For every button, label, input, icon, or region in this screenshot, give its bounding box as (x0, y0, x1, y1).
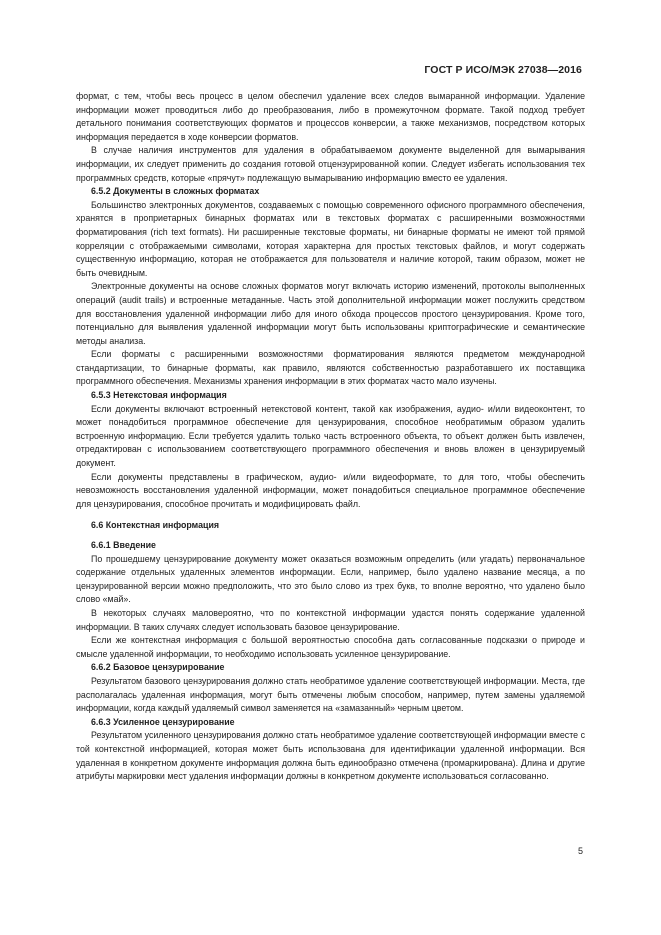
section-heading-6-6-1: 6.6.1 Введение (91, 540, 156, 550)
paragraph: Электронные документы на основе сложных форматов могут включать историю изменений, протоколы выполненных операций (audit trails) и встроенные метаданные. Часть этой дополнительной информации может послужить средством для восстановления удаленной информации либо для иного обхода процессов простого цензурирования. Кроме того, потенциально для выявления удаленной информации могут быть использованы криптографические и семантические методы анализа. (76, 281, 585, 346)
page-body (76, 90, 585, 784)
paragraph: По прошедшему цензурирование документу может оказаться возможным определить (или угадать) первоначальное содержание отдельных удаленных элементов информации. Если, например, было удалено название месяца, а по цензурированной версии можно предположить, что это было слово из трех букв, то вполне вероятно, что удалено было слово «май». (76, 553, 585, 605)
section-heading-6-6-3: 6.6.3 Усиленное цензурирование (91, 716, 235, 727)
paragraph: Если документы представлены в графическом, аудио- и/или видеоформате, то для того, чтобы обеспечить невозможность восстановления удаленной информации, может понадобиться специальное программное обеспечение для цензурирования, способное прочитать и модифицировать файл. (76, 471, 585, 509)
paragraph: В некоторых случаях маловероятно, что по контекстной информации удастся понять содержание удаленной информации. В таких случаях следует использовать базовое цензурирование. (76, 607, 585, 632)
page-number: 5 (577, 846, 583, 856)
paragraph: Если форматы с расширенными возможностями форматирования являются предметом международной стандартизации, то бинарные форматы, как правило, являются собственностью разработавшего их поставщика программного обеспечения. Механизмы хранения информации в этих форматах часто мало изучены. (76, 349, 585, 387)
paragraph: формат, с тем, чтобы весь процесс в целом обеспечил удаление всех следов вымаранной информации. Удаление информации может проводиться либо до преобразования, либо в промежуточном формате. Такой подход требует детального понимания соответствующих форматов и процессов конверсии, а также механизмов, посредством которых информация передается в ходе конверсии форматов. (76, 91, 585, 142)
document-header: ГОСТ Р ИСО/МЭК 27038—2016 (424, 64, 582, 76)
paragraph: Если документы включают встроенный нетекстовой контент, такой как изображения, аудио- и/или видеоконтент, то может понадобиться программное обеспечение для цензурирования, способное необратимым образом удалить встроенную информацию. Если требуется удалить только часть встроенного объекта, то объект должен быть извлечен, отредактирован с использованием соответствующего программного обеспечения и вновь вложен в цензурируемый документ. (76, 403, 585, 469)
section-heading-6-5-3: 6.5.3 Нетекстовая информация (91, 390, 227, 401)
section-heading-6-5-2: 6.5.2 Документы в сложных форматах (91, 186, 260, 197)
paragraph: Результатом базового цензурирования должно стать необратимое удаление соответствующей информации. Места, где располагалась удаленная информация, могут быть отмечены любым способом, например, путем замены удаляемой информации, когда каждый удаляемый символ заменяется на «замазанный» черным цветом. (76, 675, 585, 714)
paragraph: Если же контекстная информация с большой вероятностью способна дать согласованные подсказки о природе и смысле удаленной информации, то необходимо использовать усиленное цензурирование. (76, 635, 585, 659)
paragraph: Результатом усиленного цензурирования должно стать необратимое удаление соответствующей информации вместе с той контекстной информацией, которая может быть использована для идентификации удаленной информации. Вся удаленная в конкретном документе информация должна быть единообразно отмечена (промаркирована). Длина и другие атрибуты маркировки мест удаления информации должны в конкретном документе использоваться согласованно. (76, 730, 585, 782)
paragraph: Большинство электронных документов, создаваемых с помощью современного офисного программного обеспечения, хранятся в проприетарных бинарных форматах или в текстовых форматах с расширенными возможностями форматирования (rich text formats). Ни расширенные текстовые форматы, ни бинарные форматы не имеют той прямой корреляции с отображаемыми символами, которая характерна для простых текстовых файлов, и могут содержать существенную информацию, которая не отображается для пользователя и наличие которой, таким образом, может не быть очевидным. (76, 199, 585, 278)
paragraph: В случае наличия инструментов для удаления в обрабатываемом документе выделенной для вымарывания информации, их следует применить до создания готовой отцензурированной копии. Следует избегать использования тех программных средств, которые «прячут» подлежащую вымарыванию информацию вместо ее удаления. (76, 145, 585, 183)
section-heading-6-6: 6.6 Контекстная информация (91, 520, 220, 531)
section-heading-6-6-2: 6.6.2 Базовое цензурирование (91, 662, 225, 673)
